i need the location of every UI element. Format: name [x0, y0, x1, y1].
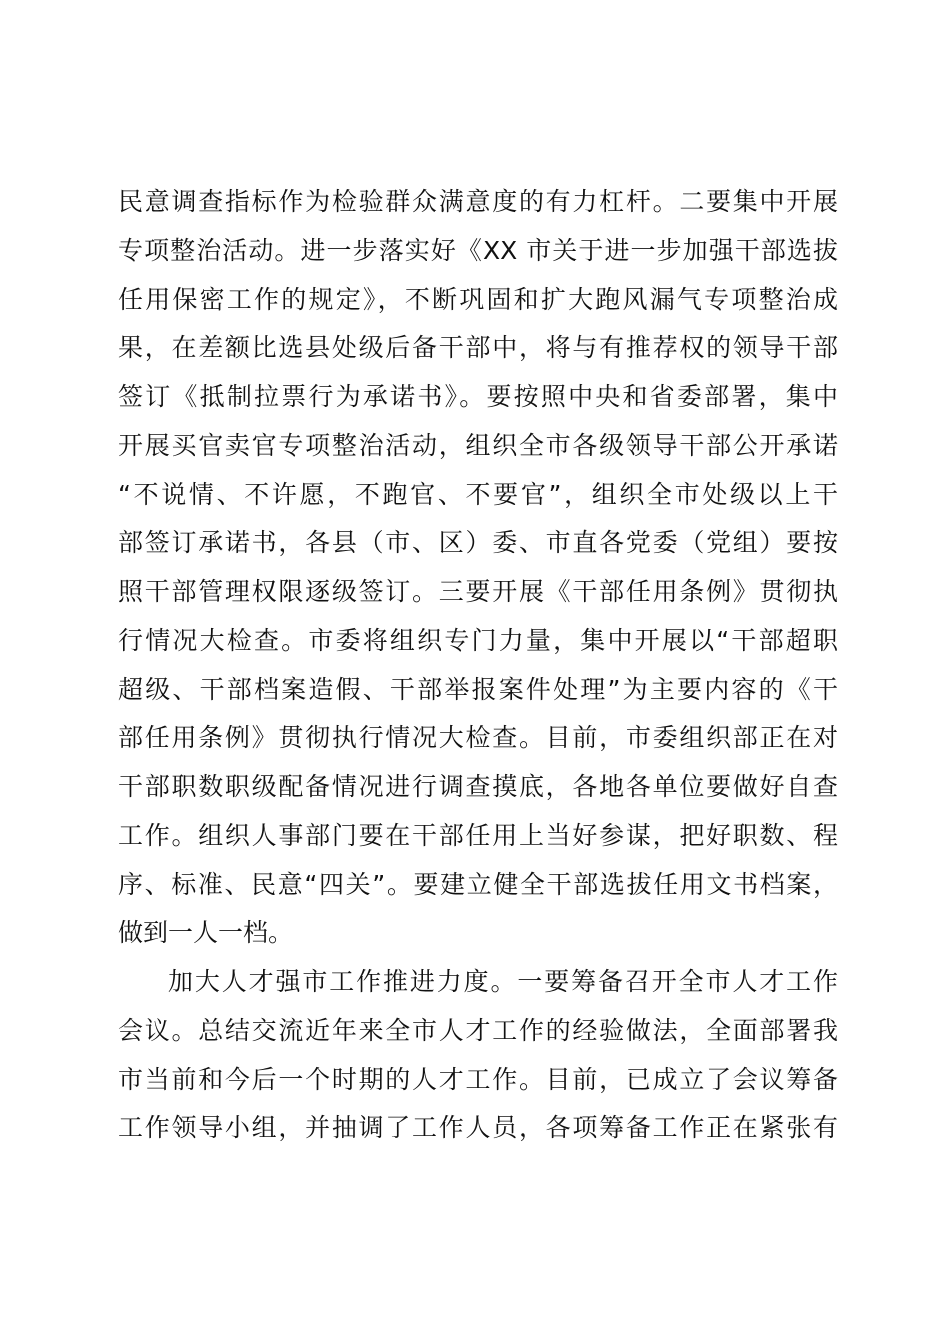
text-line: 超级、干部档案造假、干部举报案件处理”为主要内容的《干 — [118, 674, 838, 704]
text-line: 任用保密工作的规定》，不断巩固和扩大跑风漏气专项整治成 — [118, 284, 838, 314]
text-line: “不说情、不许愿，不跑官、不要官”，组织全市处级以上干 — [118, 479, 838, 509]
text-line: 签订《抵制拉票行为承诺书》。要按照中央和省委部署，集中 — [118, 382, 838, 411]
text-line: 加大人才强市工作推进力度。一要筹备召开全市人才工作 — [168, 967, 838, 996]
text-line: 做到一人一档。 — [118, 918, 294, 948]
text-line: 行情况大检查。市委将组织专门力量，集中开展以“干部超职 — [118, 625, 838, 655]
text-line: 专项整治活动。进一步落实好《XX 市关于进一步加强干部选拔 — [118, 235, 838, 265]
text-line: 工作领导小组，并抽调了工作人员，各项筹备工作正在紧张有 — [118, 1113, 838, 1143]
text-line: 部签订承诺书，各县（市、区）委、市直各党委（党组）要按 — [118, 528, 838, 558]
text-line: 果，在差额比选县处级后备干部中，将与有推荐权的领导干部 — [118, 333, 838, 363]
text-line: 开展买官卖官专项整治活动，组织全市各级领导干部公开承诺 — [118, 430, 838, 460]
text-line: 民意调查指标作为检验群众满意度的有力杠杆。二要集中开展 — [118, 187, 838, 216]
text-line: 照干部管理权限逐级签订。三要开展《干部任用条例》贯彻执 — [118, 577, 838, 606]
paragraph-talent-work — [118, 958, 838, 1153]
text-line: 部任用条例》贯彻执行情况大检查。目前，市委组织部正在对 — [118, 723, 838, 753]
text-line: 工作。组织人事部门要在干部任用上当好参谋，把好职数、程 — [118, 820, 838, 850]
document-body — [118, 178, 838, 1153]
text-line: 市当前和今后一个时期的人才工作。目前，已成立了会议筹备 — [118, 1064, 838, 1094]
text-line: 会议。总结交流近年来全市人才工作的经验做法，全面部署我 — [118, 1015, 838, 1045]
text-line: 序、标准、民意“四关”。要建立健全干部选拔任用文书档案， — [118, 869, 838, 899]
paragraph-cadre-work — [118, 178, 838, 958]
text-line: 干部职数职级配备情况进行调查摸底，各地各单位要做好自查 — [118, 772, 838, 801]
